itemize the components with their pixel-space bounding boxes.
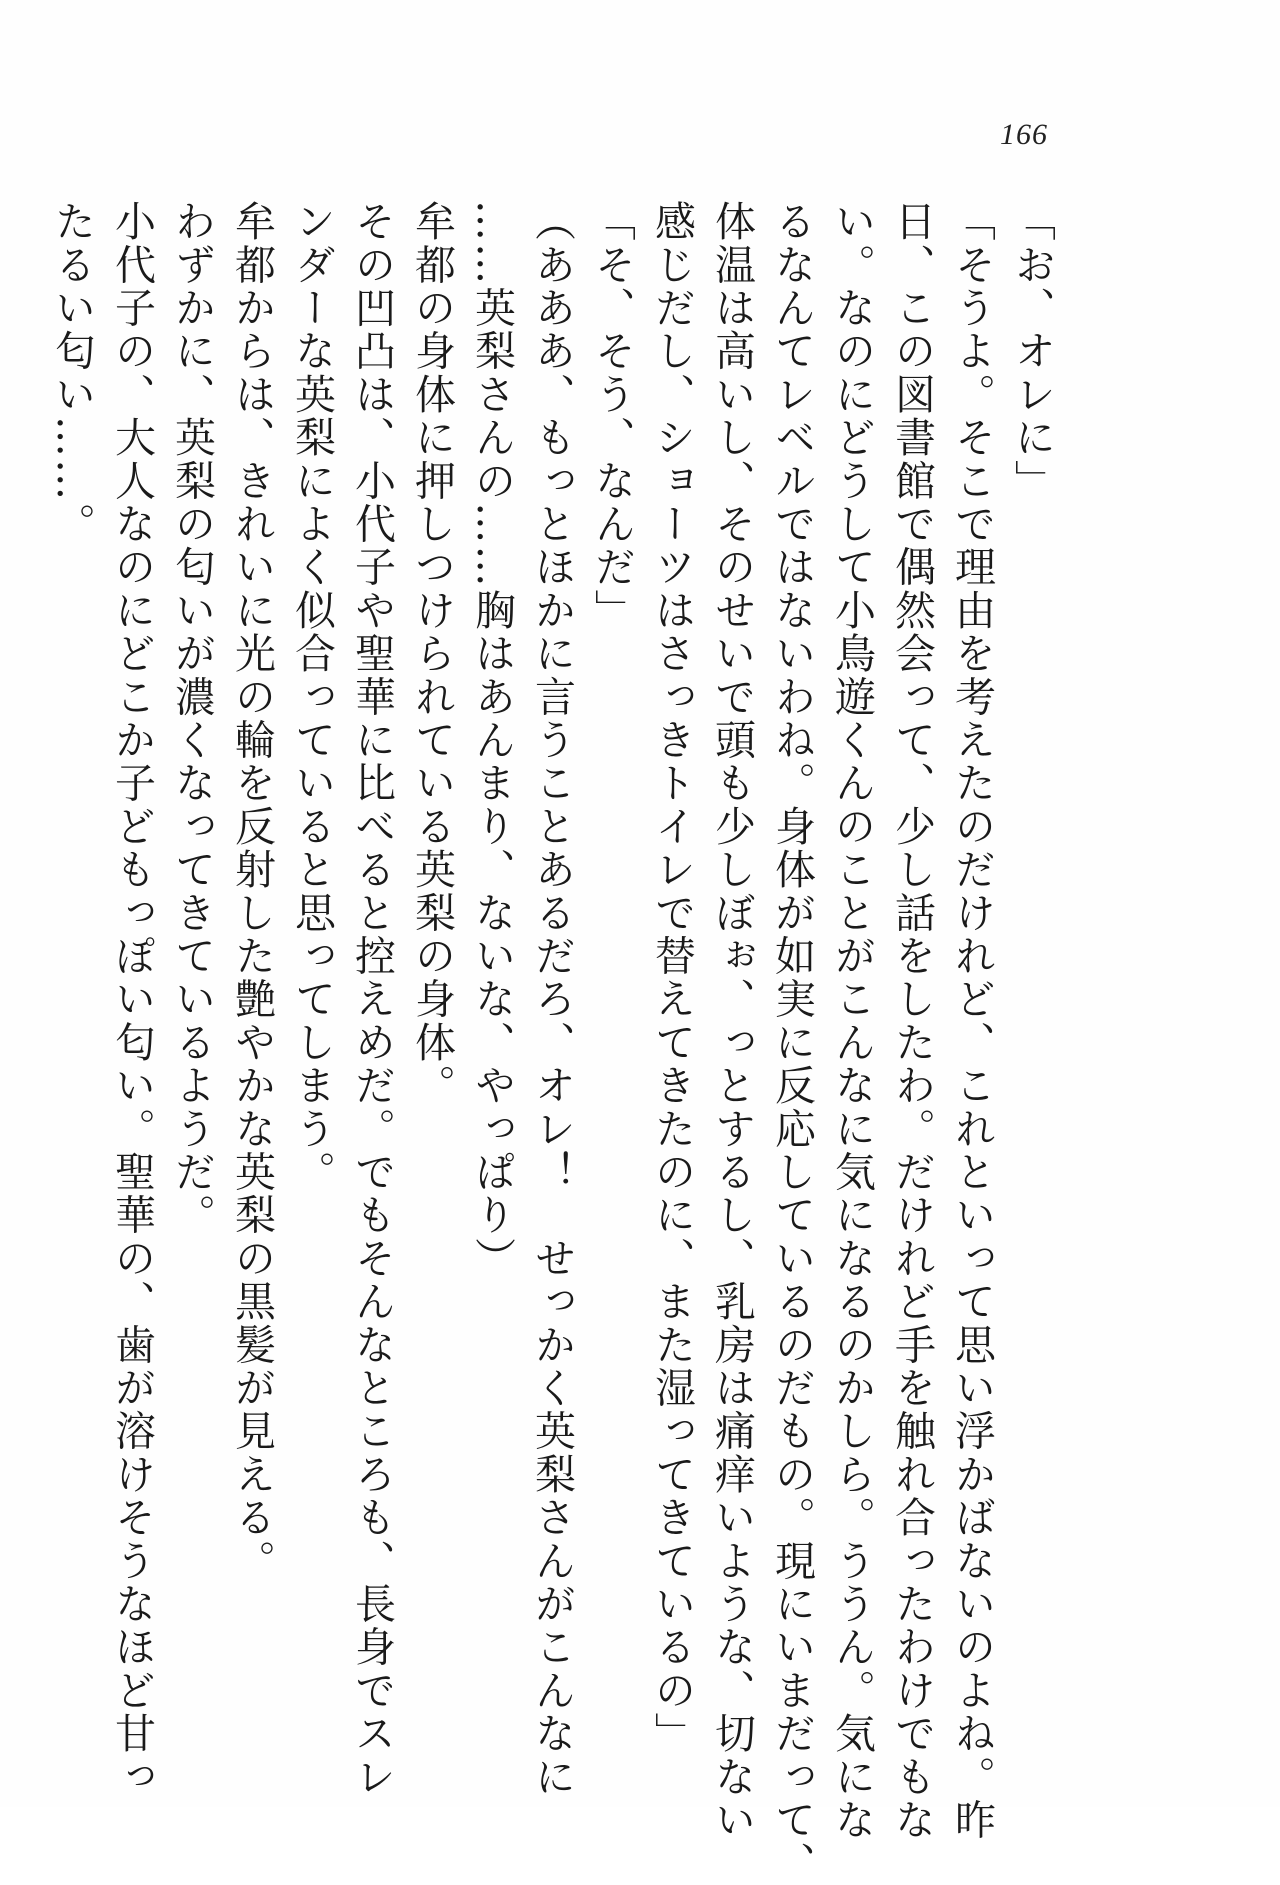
text-line: 小代子の、大人なのにどこか子どもっぽい匂い。聖華の、歯が溶けそうなほど甘っ xyxy=(108,200,156,1799)
text-line: （あああ、もっとほかに言うことあるだろ、オレ！ せっかく英梨さんがこんなに xyxy=(528,200,576,1799)
text-line: 感じだし、ショーツはさっきトイレで替えてきたのに、また湿ってきているの」 xyxy=(648,200,696,1756)
text-line: その凹凸は、小代子や聖華に比べると控えめだ。でもそんなところも、長身でスレ xyxy=(348,200,396,1799)
text-line: 体温は高いし、そのせいで頭も少しぼぉ、っとするし、乳房は痛痒いような、切ない xyxy=(708,200,756,1842)
text-line: わずかに、英梨の匂いが濃くなってきているようだ。 xyxy=(168,200,216,1237)
text-line: 日、この図書館で偶然会って、少し話をしたわ。だけれど手を触れ合ったわけでもな xyxy=(888,200,936,1842)
text-line: 「お、オレに」 xyxy=(1008,200,1056,503)
text-line: るなんてレベルではないわね。身体が如実に反応しているのだもの。現にいまだって、 xyxy=(768,200,816,1885)
text-line: ……英梨さんの……胸はあんまり、ないな、やっぱり） xyxy=(468,200,516,1280)
text-line: い。なのにどうして小鳥遊くんのことがこんなに気になるのかしら。ううん。気にな xyxy=(828,200,876,1842)
text-line: 「そ、そう、なんだ」 xyxy=(588,200,636,632)
page-number: 166 xyxy=(1000,118,1048,151)
text-line: ンダーな英梨によく似合っていると思ってしまう。 xyxy=(288,200,336,1194)
vertical-text-body xyxy=(48,200,1062,1885)
text-line: 「そうよ。そこで理由を考えたのだけれど、これといって思い浮かばないのよね。昨 xyxy=(948,200,996,1842)
text-line: たるい匂い……。 xyxy=(48,200,96,546)
text-line: 牟都からは、きれいに光の輪を反射した艶やかな英梨の黒髪が見える。 xyxy=(228,200,276,1583)
text-line: 牟都の身体に押しつけられている英梨の身体。 xyxy=(408,200,456,1108)
